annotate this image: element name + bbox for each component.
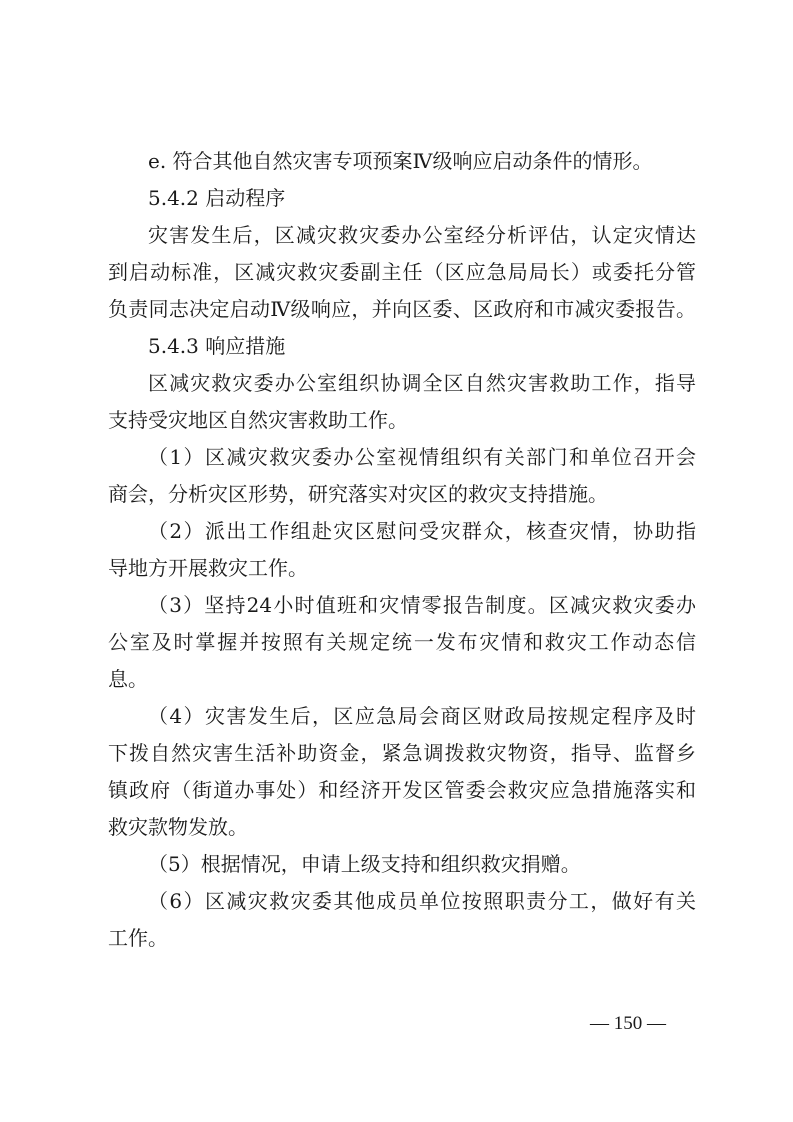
list-item-e: e. 符合其他自然灾害专项预案Ⅳ级响应启动条件的情形。 <box>148 149 653 173</box>
paragraph-line: 负责同志决定启动Ⅳ级响应，并向区委、区政府和市减灾委报告。 <box>108 297 696 321</box>
paragraph-line: 区减灾救灾委办公室组织协调全区自然灾害救助工作，指导 <box>148 371 696 395</box>
body-text <box>108 143 696 957</box>
list-item-4: （4）灾害发生后，区应急局会商区财政局按规定程序及时 <box>148 704 696 728</box>
list-item-3-cont: 息。 <box>108 667 148 691</box>
list-item-6: （6）区减灾救灾委其他成员单位按照职责分工，做好有关 <box>148 889 696 913</box>
paragraph-line: 支持受灾地区自然灾害救助工作。 <box>108 408 408 432</box>
section-heading-5-4-2: 5.4.2 启动程序 <box>148 186 286 210</box>
list-item-4-cont: 下拨自然灾害生活补助资金，紧急调拨救灾物资，指导、监督乡 <box>108 741 696 765</box>
list-item-6-cont: 工作。 <box>108 926 168 950</box>
paragraph-line: 到启动标准，区减灾救灾委副主任（区应急局局长）或委托分管 <box>108 260 696 284</box>
list-item-5: （5）根据情况，申请上级支持和组织救灾捐赠。 <box>148 852 581 876</box>
section-heading-5-4-3: 5.4.3 响应措施 <box>148 334 286 358</box>
list-item-2: （2）派出工作组赴灾区慰问受灾群众，核查灾情，协助指 <box>148 519 696 543</box>
list-item-3: （3）坚持24小时值班和灾情零报告制度。区减灾救灾委办 <box>148 593 696 617</box>
paragraph-line: 灾害发生后，区减灾救灾委办公室经分析评估，认定灾情达 <box>148 223 696 247</box>
list-item-1-cont: 商会，分析灾区形势，研究落实对灾区的救灾支持措施。 <box>108 482 608 506</box>
list-item-3-cont: 公室及时掌握并按照有关规定统一发布灾情和救灾工作动态信 <box>108 630 696 654</box>
list-item-4-cont: 救灾款物发放。 <box>108 815 248 839</box>
list-item-4-cont: 镇政府（街道办事处）和经济开发区管委会救灾应急措施落实和 <box>108 778 696 802</box>
list-item-1: （1）区减灾救灾委办公室视情组织有关部门和单位召开会 <box>148 445 696 469</box>
page-number: — 150 — <box>590 1013 666 1034</box>
list-item-2-cont: 导地方开展救灾工作。 <box>108 556 308 580</box>
